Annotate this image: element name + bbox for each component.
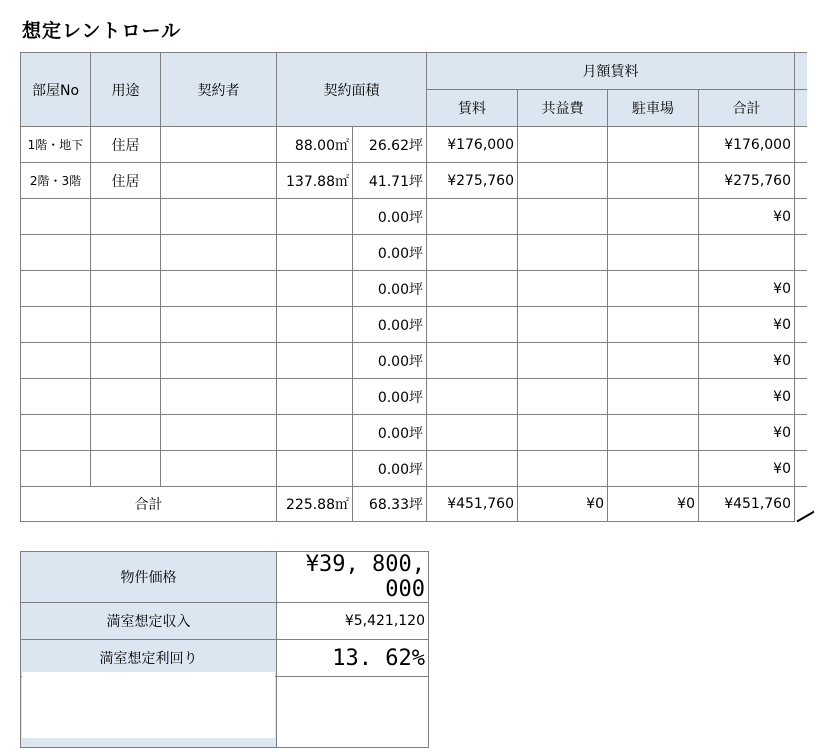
cell-parking bbox=[608, 127, 699, 163]
totals-rent: ¥451,760 bbox=[427, 487, 518, 522]
header-area: 契約面積 bbox=[277, 53, 427, 127]
cell-area-m2: 88.00㎡ bbox=[277, 127, 353, 163]
header-common-fee: 共益費 bbox=[518, 90, 608, 127]
cell-common bbox=[518, 199, 608, 235]
header-usage: 用途 bbox=[91, 53, 161, 127]
overflow-cell bbox=[795, 415, 807, 451]
yield-label: 満室想定利回り bbox=[21, 640, 277, 677]
cell-usage bbox=[91, 271, 161, 307]
cell-tenant bbox=[161, 343, 277, 379]
cell-common bbox=[518, 343, 608, 379]
cell-area-m2 bbox=[277, 415, 353, 451]
cell-usage bbox=[91, 343, 161, 379]
cell-common bbox=[518, 379, 608, 415]
overflow-cell bbox=[795, 271, 807, 307]
cell-total: ¥176,000 bbox=[699, 127, 795, 163]
overflow-cell bbox=[795, 235, 807, 271]
cell-area-tsubo: 41.71坪 bbox=[353, 163, 427, 199]
cell-total: ¥275,760 bbox=[699, 163, 795, 199]
cell-room: 2階・3階 bbox=[21, 163, 91, 199]
cell-total: ¥0 bbox=[699, 451, 795, 487]
cell-total bbox=[699, 235, 795, 271]
header-total: 合計 bbox=[699, 90, 795, 127]
table-row bbox=[21, 235, 807, 271]
cell-common bbox=[518, 235, 608, 271]
cell-usage bbox=[91, 379, 161, 415]
totals-parking: ¥0 bbox=[608, 487, 699, 522]
cell-area-tsubo: 0.00坪 bbox=[353, 199, 427, 235]
totals-total: ¥451,760 bbox=[699, 487, 795, 522]
cell-tenant bbox=[161, 127, 277, 163]
cell-common bbox=[518, 163, 608, 199]
cell-parking bbox=[608, 415, 699, 451]
cell-area-m2 bbox=[277, 307, 353, 343]
cell-rent: ¥176,000 bbox=[427, 127, 518, 163]
cell-tenant bbox=[161, 271, 277, 307]
cell-usage bbox=[91, 307, 161, 343]
header-overflow-cell bbox=[795, 53, 807, 90]
table-row bbox=[21, 199, 807, 235]
cell-rent bbox=[427, 307, 518, 343]
table-row bbox=[21, 163, 807, 199]
table-row bbox=[21, 415, 807, 451]
cell-common bbox=[518, 451, 608, 487]
cell-rent bbox=[427, 451, 518, 487]
cell-area-tsubo: 0.00坪 bbox=[353, 271, 427, 307]
overflow-cell bbox=[795, 163, 807, 199]
redaction-block bbox=[22, 672, 275, 738]
cell-rent: ¥275,760 bbox=[427, 163, 518, 199]
table-row bbox=[21, 343, 807, 379]
cell-usage bbox=[91, 199, 161, 235]
totals-row bbox=[21, 487, 807, 522]
cell-tenant bbox=[161, 451, 277, 487]
blank-value-cell bbox=[277, 677, 429, 748]
cell-area-tsubo: 26.62坪 bbox=[353, 127, 427, 163]
totals-common: ¥0 bbox=[518, 487, 608, 522]
cell-area-tsubo: 0.00坪 bbox=[353, 415, 427, 451]
cell-room bbox=[21, 343, 91, 379]
header-parking: 駐車場 bbox=[608, 90, 699, 127]
overflow-cell bbox=[795, 307, 807, 343]
rent-roll-table bbox=[20, 52, 807, 522]
cell-room bbox=[21, 235, 91, 271]
cell-usage bbox=[91, 415, 161, 451]
cell-rent bbox=[427, 235, 518, 271]
overflow-cell bbox=[795, 379, 807, 415]
cell-room bbox=[21, 307, 91, 343]
cell-area-m2 bbox=[277, 271, 353, 307]
header-room-no: 部屋No bbox=[21, 53, 91, 127]
overflow-cell bbox=[795, 343, 807, 379]
cell-area-m2: 137.88㎡ bbox=[277, 163, 353, 199]
totals-area-m2: 225.88㎡ bbox=[277, 487, 353, 522]
income-value: ¥5,421,120 bbox=[277, 603, 429, 640]
cell-total: ¥0 bbox=[699, 343, 795, 379]
cell-common bbox=[518, 127, 608, 163]
table-row bbox=[21, 379, 807, 415]
table-row bbox=[21, 127, 807, 163]
cell-parking bbox=[608, 343, 699, 379]
cell-common bbox=[518, 307, 608, 343]
cell-area-m2 bbox=[277, 199, 353, 235]
cell-area-tsubo: 0.00坪 bbox=[353, 343, 427, 379]
cell-total: ¥0 bbox=[699, 415, 795, 451]
page-title: 想定レントロール bbox=[22, 20, 182, 42]
price-label: 物件価格 bbox=[21, 552, 277, 603]
cell-usage bbox=[91, 235, 161, 271]
cell-tenant bbox=[161, 235, 277, 271]
cell-parking bbox=[608, 271, 699, 307]
cell-parking bbox=[608, 163, 699, 199]
cell-area-tsubo: 0.00坪 bbox=[353, 307, 427, 343]
totals-area-tsubo: 68.33坪 bbox=[353, 487, 427, 522]
cell-usage: 住居 bbox=[91, 163, 161, 199]
table-row bbox=[21, 271, 807, 307]
cell-tenant bbox=[161, 415, 277, 451]
table-row bbox=[21, 307, 807, 343]
cell-area-tsubo: 0.00坪 bbox=[353, 235, 427, 271]
cell-total: ¥0 bbox=[699, 199, 795, 235]
header-monthly-rent: 月額賃料 bbox=[427, 53, 795, 90]
cell-room: 1階・地下 bbox=[21, 127, 91, 163]
cell-rent bbox=[427, 271, 518, 307]
cell-area-m2 bbox=[277, 379, 353, 415]
cell-room bbox=[21, 379, 91, 415]
cell-rent bbox=[427, 343, 518, 379]
cell-rent bbox=[427, 379, 518, 415]
cell-total: ¥0 bbox=[699, 379, 795, 415]
cell-area-tsubo: 0.00坪 bbox=[353, 379, 427, 415]
cell-usage bbox=[91, 451, 161, 487]
cell-usage: 住居 bbox=[91, 127, 161, 163]
income-label: 満室想定収入 bbox=[21, 603, 277, 640]
cell-rent bbox=[427, 415, 518, 451]
cell-parking bbox=[608, 307, 699, 343]
cell-room bbox=[21, 271, 91, 307]
cell-area-m2 bbox=[277, 343, 353, 379]
overflow-cell bbox=[795, 199, 807, 235]
totals-label: 合計 bbox=[21, 487, 277, 522]
cell-room bbox=[21, 451, 91, 487]
header-rent: 賃料 bbox=[427, 90, 518, 127]
cell-area-tsubo: 0.00坪 bbox=[353, 451, 427, 487]
table-row bbox=[21, 451, 807, 487]
header-tenant: 契約者 bbox=[161, 53, 277, 127]
cell-tenant bbox=[161, 163, 277, 199]
cell-area-m2 bbox=[277, 235, 353, 271]
cell-parking bbox=[608, 379, 699, 415]
cell-total: ¥0 bbox=[699, 307, 795, 343]
overflow-cell bbox=[795, 127, 807, 163]
cell-room bbox=[21, 415, 91, 451]
cell-parking bbox=[608, 235, 699, 271]
cell-total: ¥0 bbox=[699, 271, 795, 307]
cell-common bbox=[518, 271, 608, 307]
header-row-1 bbox=[21, 53, 807, 90]
cell-area-m2 bbox=[277, 451, 353, 487]
overflow-cell bbox=[795, 451, 807, 487]
cell-rent bbox=[427, 199, 518, 235]
yield-value: 13. 62% bbox=[277, 640, 429, 677]
cell-room bbox=[21, 199, 91, 235]
cell-common bbox=[518, 415, 608, 451]
cell-parking bbox=[608, 451, 699, 487]
cell-tenant bbox=[161, 307, 277, 343]
header-overflow-cell bbox=[795, 90, 807, 127]
cell-tenant bbox=[161, 379, 277, 415]
cell-parking bbox=[608, 199, 699, 235]
price-value: ¥39, 800, 000 bbox=[277, 552, 429, 603]
cell-tenant bbox=[161, 199, 277, 235]
